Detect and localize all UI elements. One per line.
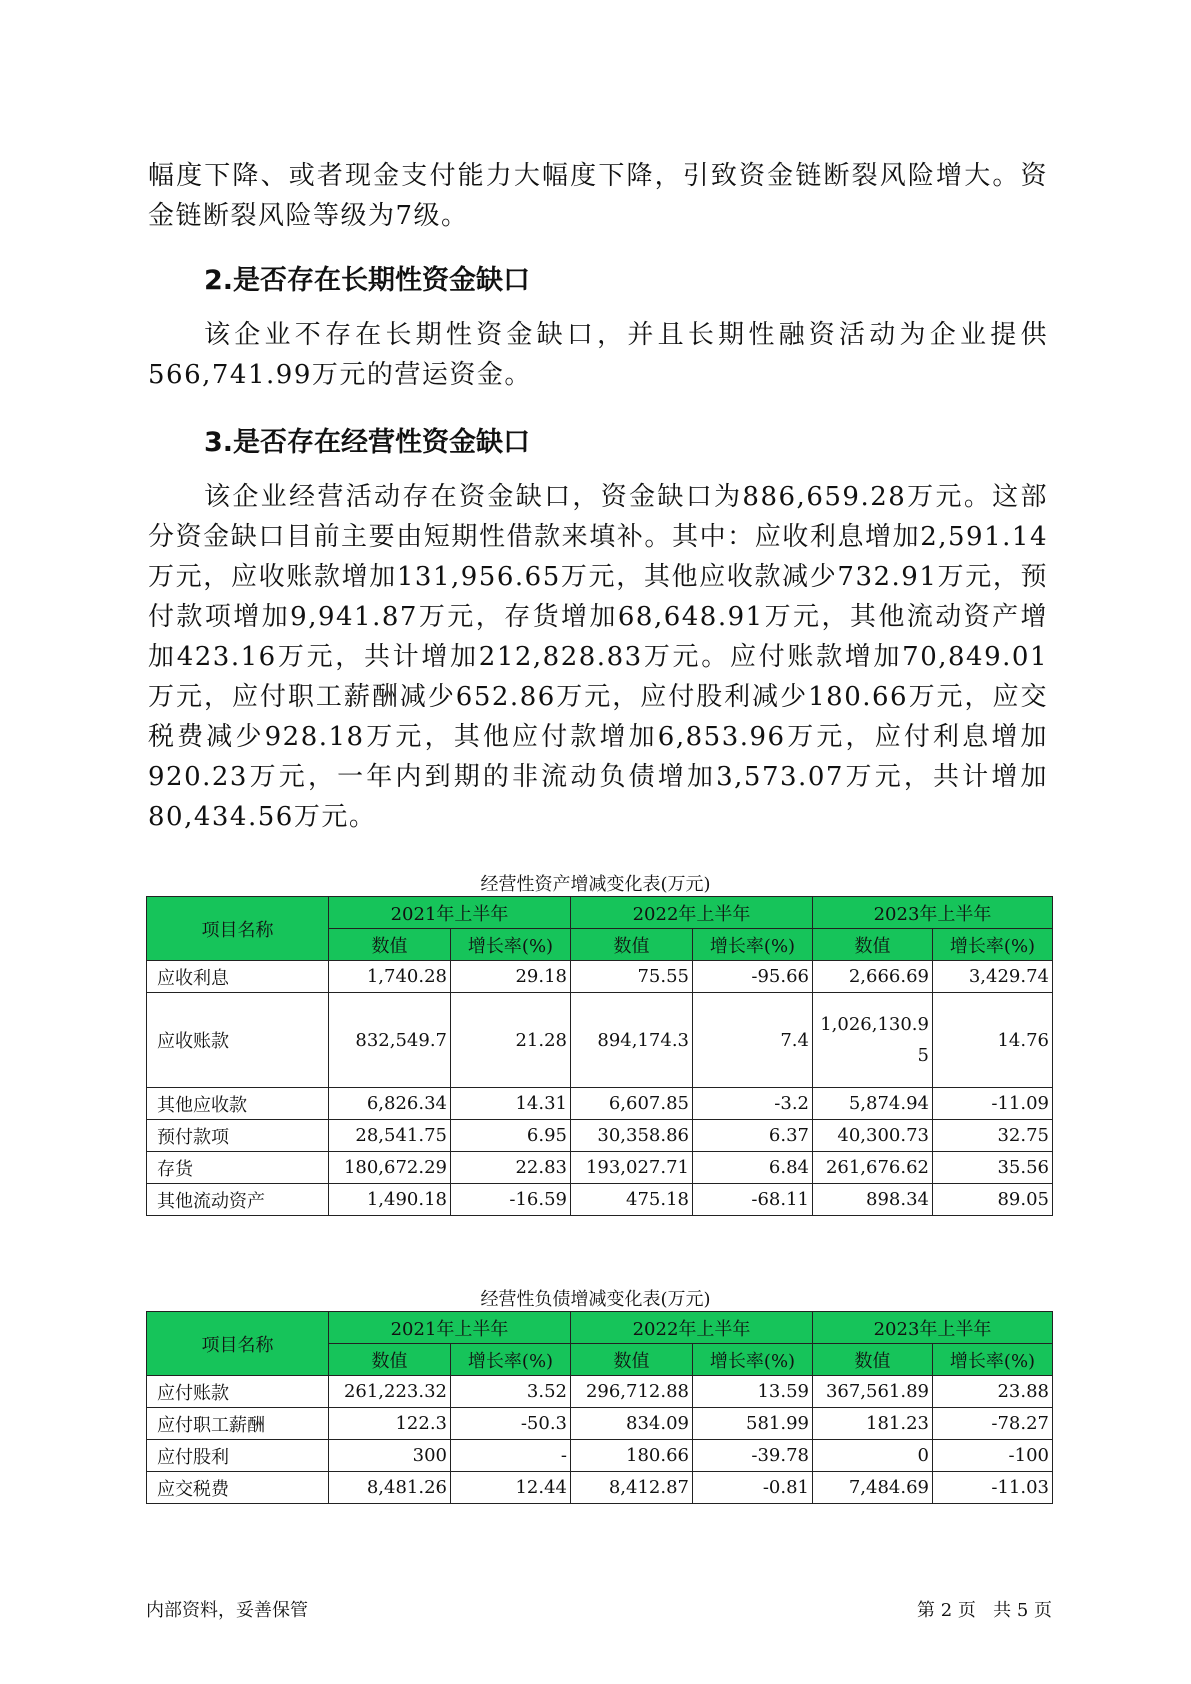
cell-value: 834.09	[571, 1408, 693, 1440]
cell-rate: -16.59	[451, 1184, 571, 1216]
cell-value: 0	[813, 1440, 933, 1472]
table-row	[147, 1152, 1053, 1184]
header-period-2023: 2023年上半年	[813, 897, 1053, 929]
cell-value: 5,874.94	[813, 1088, 933, 1120]
cell-value: 7,484.69	[813, 1472, 933, 1504]
cell-rate: -68.11	[693, 1184, 813, 1216]
paragraph-long-term-gap: 该企业不存在长期性资金缺口，并且长期性融资活动为企业提供566,741.99万元的营运资金。	[148, 320, 1048, 390]
cell-value: 1,026,130.95	[813, 993, 933, 1088]
cell-value: 193,027.71	[571, 1152, 693, 1184]
cell-rate: 14.76	[933, 993, 1053, 1088]
row-name: 存货	[147, 1152, 329, 1184]
cell-rate: 32.75	[933, 1120, 1053, 1152]
header-value: 数值	[571, 929, 693, 961]
header-growth-rate: 增长率(%)	[451, 1344, 571, 1376]
row-name: 应付股利	[147, 1440, 329, 1472]
cell-value: 122.3	[329, 1408, 451, 1440]
cell-value: 180.66	[571, 1440, 693, 1472]
cell-rate: -50.3	[451, 1408, 571, 1440]
cell-value: 300	[329, 1440, 451, 1472]
cell-rate: -11.03	[933, 1472, 1053, 1504]
cell-rate: -3.2	[693, 1088, 813, 1120]
paragraph-operating-gap: 该企业经营活动存在资金缺口，资金缺口为886,659.28万元。这部分资金缺口目前主要由短期性借款来填补。其中：应收利息增加2,591.14万元，应收账款增加131,956.65万元，其他应收款减少732.91万元，预付款项增加9,941.87万元，存货增加68,648.91万元，其他流动资产增加423.16万元，共计增加212,828.83万元。应付账款增加70,849.01万元，应付职工薪酬减少652.86万元，应付股利减少180.66万元，应交税费减少928.18万元，其他应付款增加6,853.96万元，应付利息增加920.23万元，一年内到期的非流动负债增加3,573.07万元，共计增加80,434.56万元。	[148, 482, 1048, 832]
table-row	[147, 1120, 1053, 1152]
paragraph-risk-level: 幅度下降、或者现金支付能力大幅度下降，引致资金链断裂风险增大。资金链断裂风险等级为7级。	[148, 161, 1048, 231]
row-name: 应收利息	[147, 961, 329, 993]
cell-rate: 3.52	[451, 1376, 571, 1408]
header-growth-rate: 增长率(%)	[693, 929, 813, 961]
cell-value: 28,541.75	[329, 1120, 451, 1152]
cell-rate: 7.4	[693, 993, 813, 1088]
cell-value: 1,740.28	[329, 961, 451, 993]
cell-rate: 3,429.74	[933, 961, 1053, 993]
cell-rate: 35.56	[933, 1152, 1053, 1184]
row-name: 应交税费	[147, 1472, 329, 1504]
heading-operating-gap: 3.是否存在经营性资金缺口	[204, 427, 531, 458]
header-growth-rate: 增长率(%)	[451, 929, 571, 961]
table-row	[147, 1440, 1053, 1472]
header-period-2022: 2022年上半年	[571, 1312, 813, 1344]
cell-value: 181.23	[813, 1408, 933, 1440]
cell-rate: 89.05	[933, 1184, 1053, 1216]
header-value: 数值	[571, 1344, 693, 1376]
header-growth-rate: 增长率(%)	[933, 929, 1053, 961]
cell-value: 180,672.29	[329, 1152, 451, 1184]
heading-long-term-gap: 2.是否存在长期性资金缺口	[204, 265, 531, 296]
cell-rate: 13.59	[693, 1376, 813, 1408]
cell-value: 40,300.73	[813, 1120, 933, 1152]
cell-rate: 22.83	[451, 1152, 571, 1184]
cell-value: 296,712.88	[571, 1376, 693, 1408]
cell-rate: -39.78	[693, 1440, 813, 1472]
cell-value: 75.55	[571, 961, 693, 993]
cell-value: 8,481.26	[329, 1472, 451, 1504]
cell-rate: 581.99	[693, 1408, 813, 1440]
assets-change-table	[146, 896, 1053, 1216]
table-row	[147, 1408, 1053, 1440]
footer-confidential-note: 内部资料，妥善保管	[146, 1600, 308, 1621]
table-liabilities-caption: 经营性负债增减变化表(万元)	[480, 1289, 711, 1310]
cell-value: 898.34	[813, 1184, 933, 1216]
table-row	[147, 993, 1053, 1088]
cell-value: 261,223.32	[329, 1376, 451, 1408]
header-value: 数值	[329, 929, 451, 961]
footer-page-number: 第 2 页 共 5 页	[917, 1600, 1052, 1621]
cell-value: 475.18	[571, 1184, 693, 1216]
cell-value: 6,607.85	[571, 1088, 693, 1120]
cell-value: 8,412.87	[571, 1472, 693, 1504]
liabilities-change-table	[146, 1311, 1053, 1504]
header-period-2023: 2023年上半年	[813, 1312, 1053, 1344]
cell-rate: 14.31	[451, 1088, 571, 1120]
cell-value: 1,490.18	[329, 1184, 451, 1216]
table-row	[147, 1184, 1053, 1216]
cell-rate: 6.37	[693, 1120, 813, 1152]
header-period-2021: 2021年上半年	[329, 897, 571, 929]
header-value: 数值	[329, 1344, 451, 1376]
row-name: 应收账款	[147, 993, 329, 1088]
cell-value: 367,561.89	[813, 1376, 933, 1408]
cell-rate: 29.18	[451, 961, 571, 993]
cell-rate: -78.27	[933, 1408, 1053, 1440]
cell-rate: -	[451, 1440, 571, 1472]
cell-value: 30,358.86	[571, 1120, 693, 1152]
header-item-name: 项目名称	[147, 897, 329, 961]
header-value: 数值	[813, 1344, 933, 1376]
row-name: 应付职工薪酬	[147, 1408, 329, 1440]
row-name: 其他应收款	[147, 1088, 329, 1120]
header-period-2021: 2021年上半年	[329, 1312, 571, 1344]
cell-rate: 6.84	[693, 1152, 813, 1184]
header-value: 数值	[813, 929, 933, 961]
row-name: 应付账款	[147, 1376, 329, 1408]
table-assets-caption: 经营性资产增减变化表(万元)	[480, 874, 711, 895]
cell-rate: 12.44	[451, 1472, 571, 1504]
cell-value: 894,174.3	[571, 993, 693, 1088]
cell-rate: -0.81	[693, 1472, 813, 1504]
row-name: 预付款项	[147, 1120, 329, 1152]
table-row	[147, 1376, 1053, 1408]
table-row	[147, 1088, 1053, 1120]
cell-rate: 21.28	[451, 993, 571, 1088]
cell-value: 261,676.62	[813, 1152, 933, 1184]
table-row	[147, 1472, 1053, 1504]
header-growth-rate: 增长率(%)	[693, 1344, 813, 1376]
header-period-2022: 2022年上半年	[571, 897, 813, 929]
cell-rate: 23.88	[933, 1376, 1053, 1408]
cell-rate: 6.95	[451, 1120, 571, 1152]
cell-value: 832,549.7	[329, 993, 451, 1088]
cell-rate: -11.09	[933, 1088, 1053, 1120]
cell-rate: -95.66	[693, 961, 813, 993]
table-row	[147, 961, 1053, 993]
header-growth-rate: 增长率(%)	[933, 1344, 1053, 1376]
row-name: 其他流动资产	[147, 1184, 329, 1216]
cell-value: 2,666.69	[813, 961, 933, 993]
cell-rate: -100	[933, 1440, 1053, 1472]
cell-value: 6,826.34	[329, 1088, 451, 1120]
header-item-name: 项目名称	[147, 1312, 329, 1376]
